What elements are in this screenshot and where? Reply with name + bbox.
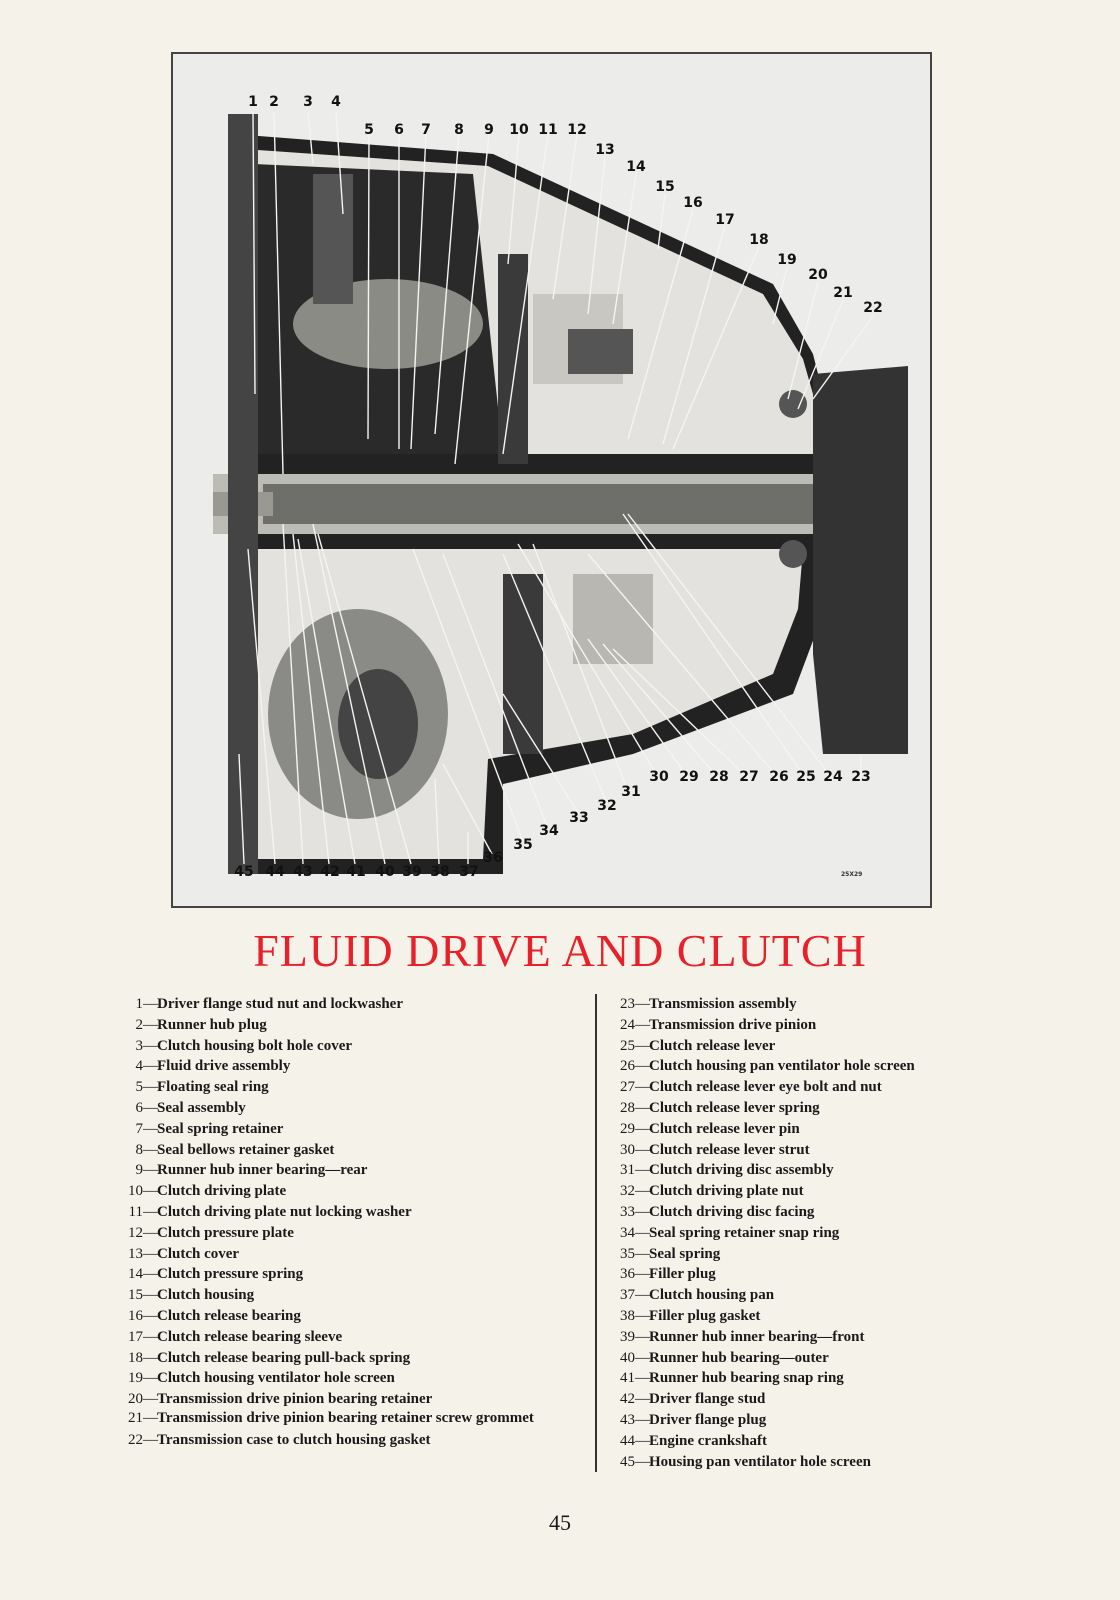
callout-35: 35 [513, 837, 533, 853]
legend-item: 36 — Filler plug [620, 1266, 716, 1283]
legend-item: 13 — Clutch cover [128, 1245, 240, 1262]
callout-3: 3 [303, 94, 313, 110]
legend-item: 10 — Clutch driving plate [128, 1183, 287, 1200]
release-lever-assembly [573, 574, 653, 664]
callout-21: 21 [833, 285, 853, 301]
callout-17: 17 [715, 212, 735, 228]
callout-10: 10 [509, 122, 529, 138]
legend-item: 42 — Driver flange stud [620, 1391, 766, 1408]
callout-19: 19 [777, 252, 797, 268]
callout-5: 5 [364, 122, 374, 138]
legend-item: 2 — Runner hub plug [135, 1016, 267, 1033]
legend-item: 17 — Clutch release bearing sleeve [128, 1328, 343, 1345]
cutaway-illustration [171, 52, 932, 908]
legend-right-column [595, 994, 1027, 1472]
callout-27: 27 [739, 769, 759, 785]
legend-item: 39 — Runner hub inner bearing—front [620, 1328, 865, 1345]
legend-item: 41 — Runner hub bearing snap ring [620, 1370, 844, 1387]
callout-41: 41 [346, 864, 366, 880]
callout-25: 25 [796, 769, 816, 785]
callout-22: 22 [863, 300, 883, 316]
legend-item: 31 — Clutch driving disc assembly [620, 1162, 834, 1179]
legend-item: 6 — Seal assembly [135, 1099, 246, 1116]
callout-33: 33 [569, 810, 589, 826]
callout-39: 39 [402, 864, 422, 880]
bearing-retainer-bottom [779, 540, 807, 568]
legend-item: 23 — Transmission assembly [620, 996, 797, 1012]
legend-item: 14 — Clutch pressure spring [128, 1266, 304, 1283]
page-number: 45 [549, 1510, 571, 1535]
legend-item: 40 — Runner hub bearing—outer [620, 1349, 829, 1366]
callout-11: 11 [538, 122, 558, 138]
callout-23: 23 [851, 769, 871, 785]
legend-item: 29 — Clutch release lever pin [620, 1120, 800, 1137]
legend-item: 5 — Floating seal ring [135, 1079, 269, 1096]
transmission-drive-pinion-shaft [263, 484, 823, 524]
transmission-assembly [813, 366, 908, 754]
legend-item: 30 — Clutch release lever strut [620, 1141, 810, 1158]
legend-item: 33 — Clutch driving disc facing [620, 1203, 815, 1220]
clutch-driving-plate [498, 254, 528, 464]
callout-42: 42 [320, 864, 340, 880]
callout-44: 44 [265, 864, 285, 880]
legend-item: 24 — Transmission drive pinion [620, 1016, 817, 1033]
callout-30: 30 [649, 769, 669, 785]
callout-34: 34 [539, 823, 559, 839]
legend-item: 26 — Clutch housing pan ventilator hole screen [620, 1058, 915, 1075]
legend-item: 28 — Clutch release lever spring [620, 1099, 820, 1116]
bearing-retainer-top [779, 390, 807, 418]
callout-7: 7 [421, 122, 431, 138]
fluid-drive-vanes [313, 174, 353, 304]
legend-item: 38 — Filler plug gasket [620, 1307, 761, 1324]
legend-item: 21 — Transmission drive pinion bearing retainer screw grommet [128, 1409, 534, 1426]
callout-28: 28 [709, 769, 729, 785]
legend-item: 11 — Clutch driving plate nut locking washer [128, 1203, 412, 1220]
legend-left-column [110, 994, 585, 1451]
callout-45: 45 [234, 864, 254, 880]
callout-32: 32 [597, 798, 617, 814]
legend-item: 34 — Seal spring retainer snap ring [620, 1224, 840, 1241]
callout-9: 9 [484, 122, 494, 138]
callout-43: 43 [293, 864, 313, 880]
callout-20: 20 [808, 267, 828, 283]
figure-code: 25X29 [841, 871, 863, 878]
callout-40: 40 [375, 864, 395, 880]
callout-6: 6 [394, 122, 404, 138]
callout-12: 12 [567, 122, 587, 138]
callout-13: 13 [595, 142, 615, 158]
legend-item: 32 — Clutch driving plate nut [620, 1183, 804, 1200]
callout-26: 26 [769, 769, 789, 785]
legend-item: 19 — Clutch housing ventilator hole screen [128, 1370, 395, 1387]
legend-item: 43 — Driver flange plug [620, 1411, 767, 1428]
legend-item: 27 — Clutch release lever eye bolt and nut [620, 1079, 882, 1096]
cutaway-drawing [173, 54, 930, 906]
legend-item: 20 — Transmission drive pinion bearing retainer [128, 1391, 433, 1408]
legend-item: 3 — Clutch housing bolt hole cover [135, 1037, 353, 1054]
callout-36: 36 [483, 850, 503, 866]
legend-item: 44 — Engine crankshaft [620, 1432, 767, 1449]
callout-31: 31 [621, 784, 641, 800]
callouts-bottom [234, 864, 478, 880]
legend-item: 25 — Clutch release lever [620, 1037, 776, 1054]
callouts-middle [483, 784, 640, 866]
page-title: FLUID DRIVE AND CLUTCH [253, 925, 867, 976]
runner-hub-lower [338, 669, 418, 779]
callout-1: 1 [248, 94, 258, 110]
callout-37: 37 [459, 864, 479, 880]
callout-29: 29 [679, 769, 699, 785]
legend-item: 4 — Fluid drive assembly [135, 1058, 291, 1075]
callout-16: 16 [683, 195, 703, 211]
legend-item: 9 — Runner hub inner bearing—rear [135, 1162, 368, 1179]
callout-24: 24 [823, 769, 843, 785]
legend-item: 45 — Housing pan ventilator hole screen [620, 1453, 871, 1470]
callouts-right [649, 769, 870, 785]
callout-4: 4 [331, 94, 341, 110]
legend-item: 1 — Driver flange stud nut and lockwasher [135, 996, 403, 1012]
callout-14: 14 [626, 159, 646, 175]
legend-item: 18 — Clutch release bearing pull-back spring [128, 1349, 411, 1366]
legend-item: 22 — Transmission case to clutch housing gasket [128, 1431, 431, 1448]
callout-2: 2 [269, 94, 279, 110]
legend-item: 16 — Clutch release bearing [128, 1307, 301, 1324]
legend-item: 15 — Clutch housing [128, 1287, 255, 1304]
legend-item: 7 — Seal spring retainer [135, 1120, 284, 1137]
callout-15: 15 [655, 179, 675, 195]
legend-item: 8 — Seal bellows retainer gasket [135, 1141, 335, 1158]
callout-8: 8 [454, 122, 464, 138]
clutch-pressure-spring [568, 329, 633, 374]
legend-item: 35 — Seal spring [620, 1245, 721, 1262]
callout-38: 38 [430, 864, 450, 880]
callout-18: 18 [749, 232, 769, 248]
legend-item: 37 — Clutch housing pan [620, 1287, 775, 1304]
legend-item: 12 — Clutch pressure plate [128, 1224, 294, 1241]
